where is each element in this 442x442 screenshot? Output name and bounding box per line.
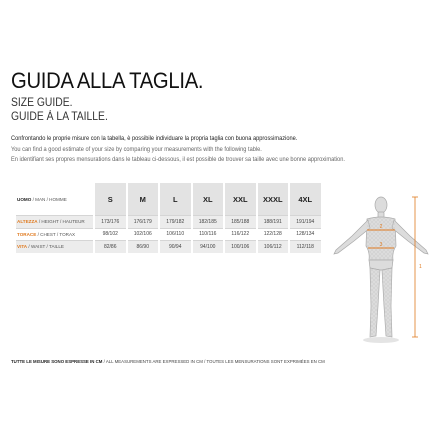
measurement-note-rest: / ALL MEASUREMENTS ARE EXPRESSED IN CM / TOUTES LES MENSURATIONS SONT EXPRIMÉES EN CM bbox=[102, 359, 325, 364]
height-marker: 1 bbox=[419, 264, 422, 270]
measurement-note bbox=[11, 359, 325, 364]
size-header-xxxl: XXXL bbox=[258, 183, 289, 215]
table-cell: 106/110 bbox=[160, 228, 191, 241]
description-en: You can find a good estimate of your size by comparing your measurements with the following table. bbox=[11, 146, 262, 153]
table-cell: 176/179 bbox=[128, 215, 159, 228]
size-header-xl: XL bbox=[193, 183, 224, 215]
size-header-m: M bbox=[128, 183, 159, 215]
header-label bbox=[16, 183, 93, 215]
table-cell: 188/191 bbox=[258, 215, 289, 228]
description-fr: En identifiant ses propres mensurations dans le tableau ci-dessous, il est possible de trouver sa taille avec une bonne approximation. bbox=[11, 156, 345, 163]
chest-marker: 2 bbox=[379, 224, 383, 230]
table-cell: 116/122 bbox=[225, 228, 256, 241]
table-row-height bbox=[16, 215, 321, 228]
size-table bbox=[14, 183, 323, 253]
page-subtitle-fr: GUIDE À LA TAILLE. bbox=[11, 111, 108, 123]
page-subtitle-en: SIZE GUIDE. bbox=[11, 97, 73, 109]
row-label-height bbox=[16, 215, 93, 228]
measurement-note-strong: TUTTE LE MISURE SONO ESPRESSE IN CM bbox=[11, 359, 103, 364]
table-cell: 100/106 bbox=[225, 240, 256, 253]
table-cell: 122/128 bbox=[258, 228, 289, 241]
table-cell: 86/90 bbox=[128, 240, 159, 253]
table-cell: 82/86 bbox=[95, 240, 126, 253]
row-label-height-strong: ALTEZZA bbox=[17, 219, 38, 225]
table-cell: 185/188 bbox=[225, 215, 256, 228]
header-label-rest: / MAN / HOMME bbox=[31, 196, 67, 202]
row-label-waist-rest: / WAIST / TAILLE bbox=[27, 244, 64, 250]
row-label-chest bbox=[16, 228, 93, 241]
size-header-l: L bbox=[160, 183, 191, 215]
table-cell: 173/176 bbox=[95, 215, 126, 228]
row-label-chest-rest: / CHEST / TORAX bbox=[36, 231, 76, 237]
row-label-chest-strong: TORACE bbox=[17, 231, 37, 237]
size-header-s: S bbox=[95, 183, 126, 215]
row-label-waist bbox=[16, 240, 93, 253]
table-cell: 182/185 bbox=[193, 215, 224, 228]
mannequin-figure bbox=[326, 188, 436, 348]
table-row-chest bbox=[16, 228, 321, 241]
table-cell: 128/134 bbox=[290, 228, 321, 241]
table-cell: 90/94 bbox=[160, 240, 191, 253]
table-cell: 179/182 bbox=[160, 215, 191, 228]
table-cell: 94/100 bbox=[193, 240, 224, 253]
size-table-header-row bbox=[16, 183, 321, 215]
table-cell: 110/116 bbox=[193, 228, 224, 241]
waist-marker: 3 bbox=[379, 242, 383, 248]
header-label-strong: UOMO bbox=[17, 196, 32, 202]
table-row-waist bbox=[16, 240, 321, 253]
table-cell: 98/102 bbox=[95, 228, 126, 241]
mannequin-shadow bbox=[363, 337, 399, 343]
table-cell: 112/118 bbox=[290, 240, 321, 253]
description-it: Confrontando le proprie misure con la tabella, è possibile individuare la propria taglia con buona approssimazione. bbox=[11, 135, 298, 142]
row-label-height-rest: / HEIGHT / HAUTEUR bbox=[37, 219, 85, 225]
size-header-xxl: XXL bbox=[225, 183, 256, 215]
table-cell: 102/106 bbox=[128, 228, 159, 241]
row-label-waist-strong: VITA bbox=[17, 244, 28, 250]
table-cell: 191/194 bbox=[290, 215, 321, 228]
table-cell: 106/112 bbox=[258, 240, 289, 253]
size-header-4xl: 4XL bbox=[290, 183, 321, 215]
page-title: GUIDA ALLA TAGLIA. bbox=[11, 68, 204, 93]
